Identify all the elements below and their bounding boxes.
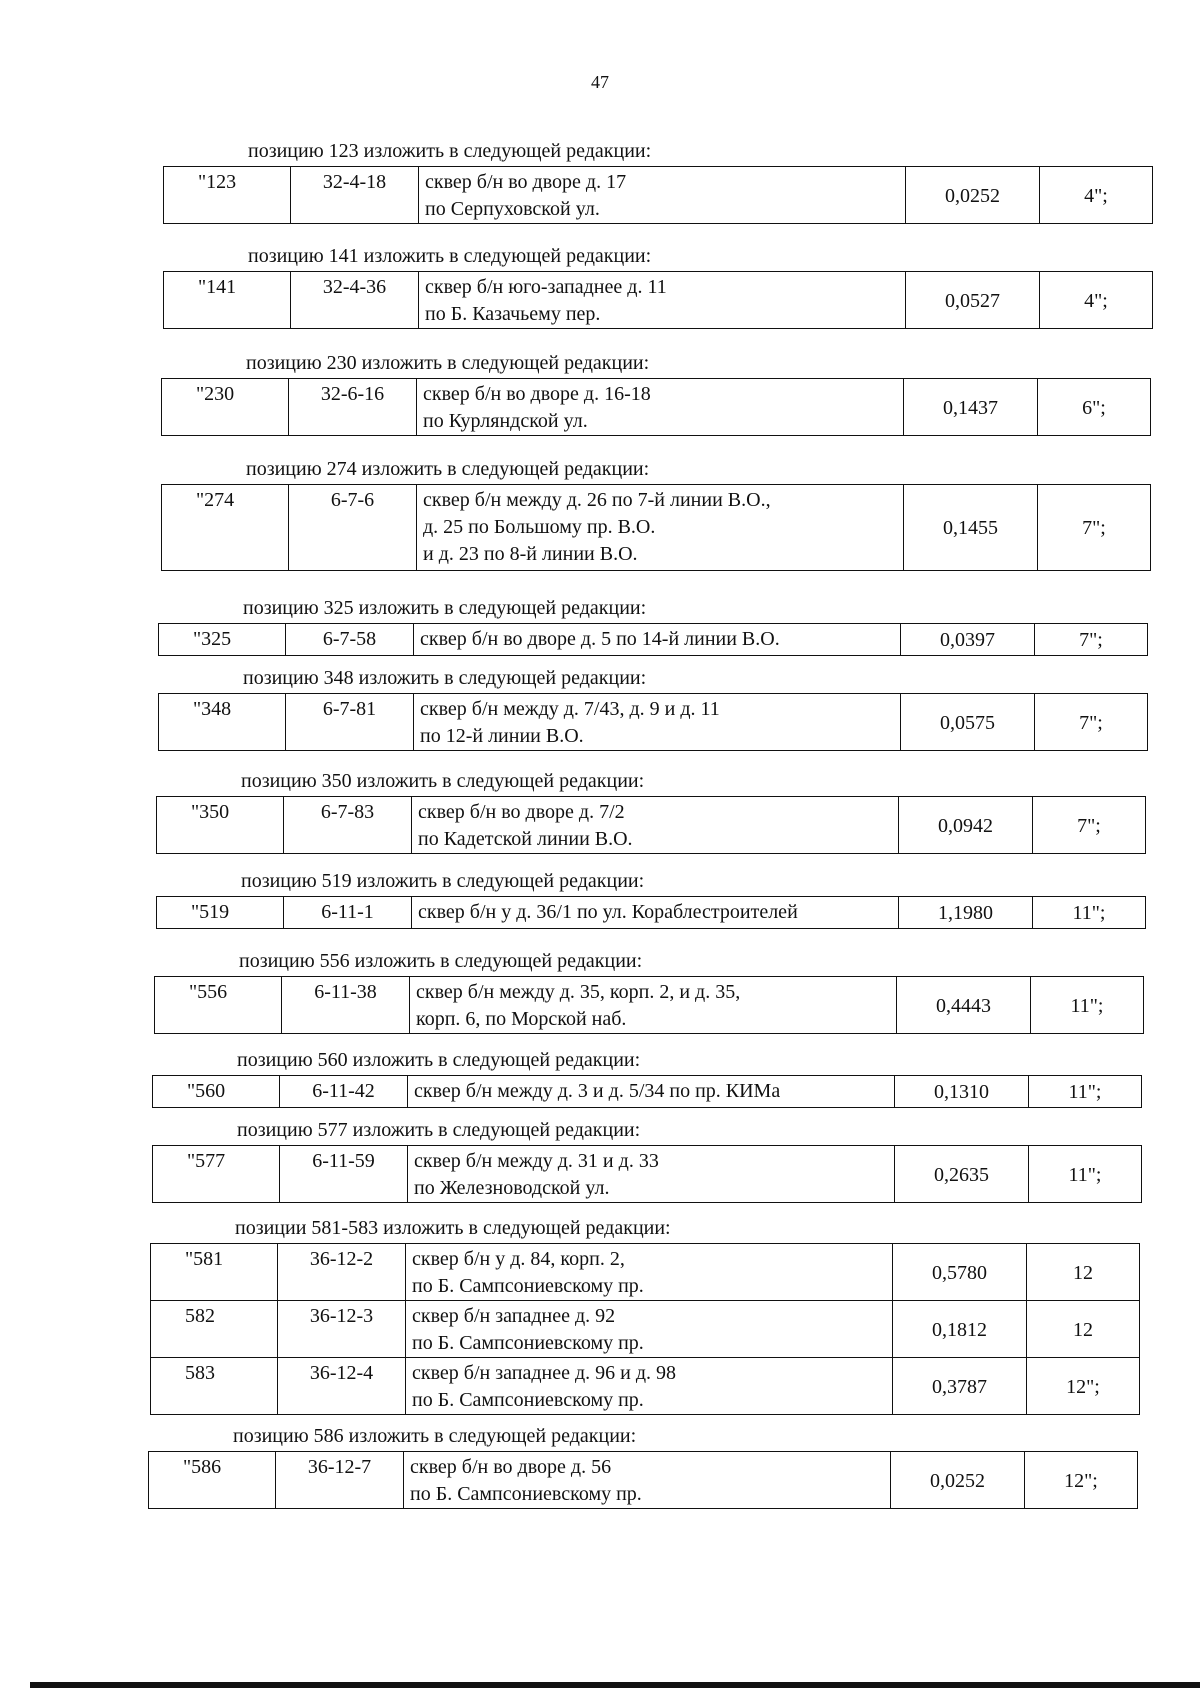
zone-number: 12"; (1027, 1358, 1140, 1415)
area-value: 0,1310 (895, 1076, 1029, 1108)
area-value: 0,0575 (901, 694, 1035, 751)
area-value: 0,4443 (897, 977, 1031, 1034)
description-line: по Серпуховской ул. (425, 198, 600, 220)
section-heading: позицию 586 изложить в следующей редакции: (233, 1425, 637, 1447)
area-value: 0,5780 (893, 1244, 1027, 1301)
section-heading: позицию 274 изложить в следующей редакции: (246, 458, 650, 480)
position-number: "519 (157, 897, 284, 929)
zone-number: 12 (1027, 1244, 1140, 1301)
object-description (406, 1244, 893, 1301)
object-description (408, 1076, 895, 1108)
position-number: "274 (162, 485, 289, 571)
position-number: 583 (151, 1358, 278, 1415)
cadastral-code: 32-6-16 (289, 379, 417, 436)
object-description (412, 797, 899, 854)
object-description (406, 1301, 893, 1358)
position-table (158, 693, 1148, 751)
cadastral-code: 32-4-18 (291, 167, 419, 224)
area-value: 0,0252 (891, 1452, 1025, 1509)
table-row (149, 1452, 1138, 1509)
cadastral-code: 6-11-59 (280, 1146, 408, 1203)
position-table (161, 378, 1151, 436)
table-row (151, 1244, 1140, 1301)
position-table (152, 1075, 1142, 1108)
description-line: сквер б/н у д. 36/1 по ул. Кораблестроителей (418, 901, 798, 923)
description-line: и д. 23 по 8-й линии В.О. (423, 543, 638, 565)
cadastral-code: 6-11-38 (282, 977, 410, 1034)
position-number: 582 (151, 1301, 278, 1358)
object-description (404, 1452, 891, 1509)
section-heading: позицию 350 изложить в следующей редакции: (241, 770, 645, 792)
area-value: 0,0527 (906, 272, 1040, 329)
cadastral-code: 6-11-1 (284, 897, 412, 929)
area-value: 0,0397 (901, 624, 1035, 656)
description-line: по Б. Сампсониевскому пр. (412, 1275, 644, 1297)
description-line: по Курляндской ул. (423, 410, 588, 432)
position-number: "325 (159, 624, 286, 656)
table-row (155, 977, 1144, 1034)
area-value: 0,3787 (893, 1358, 1027, 1415)
description-line: сквер б/н между д. 35, корп. 2, и д. 35, (416, 981, 741, 1003)
table-row (162, 485, 1151, 571)
section-heading: позицию 141 изложить в следующей редакции: (248, 245, 652, 267)
description-line: сквер б/н между д. 3 и д. 5/34 по пр. КИМа (414, 1080, 781, 1102)
position-table (161, 484, 1151, 571)
description-line: сквер б/н между д. 7/43, д. 9 и д. 11 (420, 698, 720, 720)
description-line: по Железноводской ул. (414, 1177, 610, 1199)
zone-number: 7"; (1035, 694, 1148, 751)
object-description (406, 1358, 893, 1415)
zone-number: 11"; (1029, 1146, 1142, 1203)
position-number: "230 (162, 379, 289, 436)
description-line: сквер б/н во дворе д. 16-18 (423, 383, 651, 405)
section-heading: позиции 581-583 изложить в следующей редакции: (235, 1217, 671, 1239)
zone-number: 7"; (1035, 624, 1148, 656)
section-heading: позицию 348 изложить в следующей редакции: (243, 667, 647, 689)
zone-number: 4"; (1040, 272, 1153, 329)
position-table (148, 1451, 1138, 1509)
table-row (159, 694, 1148, 751)
description-line: сквер б/н юго-западнее д. 11 (425, 276, 667, 298)
section-heading: позицию 577 изложить в следующей редакции: (237, 1119, 641, 1141)
description-line: сквер б/н западнее д. 96 и д. 98 (412, 1362, 677, 1384)
object-description (410, 977, 897, 1034)
table-row (157, 897, 1146, 929)
description-line: сквер б/н у д. 84, корп. 2, (412, 1248, 625, 1270)
section-heading: позицию 560 изложить в следующей редакции: (237, 1049, 641, 1071)
cadastral-code: 36-12-2 (278, 1244, 406, 1301)
description-line: сквер б/н между д. 26 по 7-й линии В.О., (423, 489, 771, 511)
table-row (151, 1358, 1140, 1415)
area-value: 0,1455 (904, 485, 1038, 571)
description-line: сквер б/н во дворе д. 17 (425, 171, 627, 193)
description-line: д. 25 по Большому пр. В.О. (423, 516, 656, 538)
object-description (417, 379, 904, 436)
object-description (419, 272, 906, 329)
position-table (154, 976, 1144, 1034)
position-number: "586 (149, 1452, 276, 1509)
cadastral-code: 36-12-4 (278, 1358, 406, 1415)
zone-number: 6"; (1038, 379, 1151, 436)
position-table (152, 1145, 1142, 1203)
table-row (159, 624, 1148, 656)
cadastral-code: 6-7-58 (286, 624, 414, 656)
object-description (408, 1146, 895, 1203)
position-table (156, 796, 1146, 854)
area-value: 0,0942 (899, 797, 1033, 854)
cadastral-code: 36-12-7 (276, 1452, 404, 1509)
description-line: сквер б/н между д. 31 и д. 33 (414, 1150, 659, 1172)
table-row (151, 1301, 1140, 1358)
position-number: "556 (155, 977, 282, 1034)
position-table (158, 623, 1148, 656)
area-value: 0,1812 (893, 1301, 1027, 1358)
description-line: по Б. Сампсониевскому пр. (412, 1332, 644, 1354)
position-number: "348 (159, 694, 286, 751)
position-table (156, 896, 1146, 929)
page-number: 47 (591, 72, 609, 92)
area-value: 0,0252 (906, 167, 1040, 224)
zone-number: 11"; (1031, 977, 1144, 1034)
cadastral-code: 36-12-3 (278, 1301, 406, 1358)
position-number: "560 (153, 1076, 280, 1108)
section-heading: позицию 230 изложить в следующей редакции: (246, 352, 650, 374)
area-value: 0,2635 (895, 1146, 1029, 1203)
table-row (157, 797, 1146, 854)
description-line: сквер б/н во дворе д. 5 по 14-й линии В.О. (420, 628, 780, 650)
position-table (150, 1243, 1140, 1415)
object-description (419, 167, 906, 224)
section-heading: позицию 556 изложить в следующей редакции: (239, 950, 643, 972)
description-line: сквер б/н во дворе д. 7/2 (418, 801, 625, 823)
description-line: по Б. Сампсониевскому пр. (410, 1483, 642, 1505)
zone-number: 11"; (1029, 1076, 1142, 1108)
table-row (153, 1076, 1142, 1108)
zone-number: 12 (1027, 1301, 1140, 1358)
section-heading: позицию 123 изложить в следующей редакции: (248, 140, 652, 162)
cadastral-code: 6-7-83 (284, 797, 412, 854)
description-line: по 12-й линии В.О. (420, 725, 584, 747)
description-line: корп. 6, по Морской наб. (416, 1008, 627, 1030)
position-number: "581 (151, 1244, 278, 1301)
zone-number: 11"; (1033, 897, 1146, 929)
position-number: "123 (164, 167, 291, 224)
scan-edge-line (30, 1682, 1200, 1688)
zone-number: 4"; (1040, 167, 1153, 224)
section-heading: позицию 519 изложить в следующей редакции: (241, 870, 645, 892)
object-description (417, 485, 904, 571)
table-row (164, 272, 1153, 329)
position-table (163, 271, 1153, 329)
description-line: по Б. Сампсониевскому пр. (412, 1389, 644, 1411)
section-heading: позицию 325 изложить в следующей редакции: (243, 597, 647, 619)
description-line: по Кадетской линии В.О. (418, 828, 633, 850)
zone-number: 12"; (1025, 1452, 1138, 1509)
object-description (412, 897, 899, 929)
area-value: 0,1437 (904, 379, 1038, 436)
description-line: по Б. Казачьему пер. (425, 303, 601, 325)
table-row (162, 379, 1151, 436)
object-description (414, 694, 901, 751)
description-line: сквер б/н во дворе д. 56 (410, 1456, 612, 1478)
zone-number: 7"; (1038, 485, 1151, 571)
table-row (153, 1146, 1142, 1203)
position-number: "350 (157, 797, 284, 854)
cadastral-code: 6-7-6 (289, 485, 417, 571)
position-number: "141 (164, 272, 291, 329)
area-value: 1,1980 (899, 897, 1033, 929)
table-row (164, 167, 1153, 224)
object-description (414, 624, 901, 656)
description-line: сквер б/н западнее д. 92 (412, 1305, 616, 1327)
position-table (163, 166, 1153, 224)
cadastral-code: 32-4-36 (291, 272, 419, 329)
position-number: "577 (153, 1146, 280, 1203)
zone-number: 7"; (1033, 797, 1146, 854)
cadastral-code: 6-11-42 (280, 1076, 408, 1108)
cadastral-code: 6-7-81 (286, 694, 414, 751)
